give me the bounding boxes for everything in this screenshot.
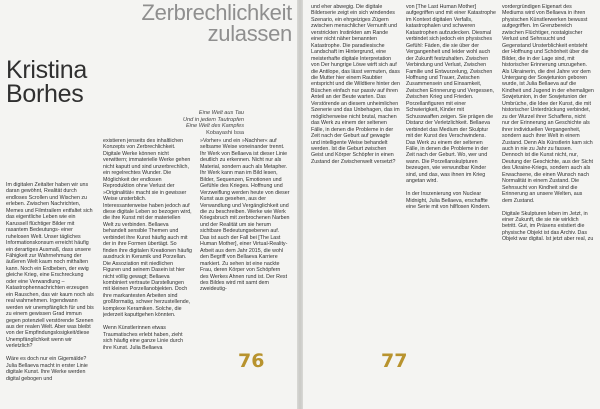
page-number-left: 76 (238, 350, 265, 372)
body-column-3: vordergründigen Eigenart des Mediums wird von Bellaeva in ihren physischen Künstlerwerken bewusst aufgegriffen. Im Grenzbereich zwischen Flüchtiger, nostalgischer Verlust und Sehnsucht und Gegenstand Unsterblichkeit entsteht der Hoffnung und Schönheit über die Bilder, die in der Lage sind, mit historischer Erinnerung umzugehen. Als Ukrainerin, die drei Jahre vor dem Untergang der Sowjetunion geboren wurde, ist Julia Bellaeva auf die Kindheit und Jugend in der ehemaligen Sowjetunion, in der Sowjetunion der Umbrüche, die Idee der Kunst, die mit historischer Unterdrückung verbindet, zu der Wurzel ihrer Schaffens, nicht nur der Erinnerung an Geschichte als ihrer individuellen Vergangenheit, sondern auch ihrer Welt in einem Zustand. Denn Als Künstlerin kam sich auch in nie zu Jahr zu fassen. Dennoch ist die Kunst nicht, nur, Deutung der Geschichte, aus der Sicht des Ukraine-Kriegs, sondern auch als Erwachsene, die einen Wunsch nach Normalität in einem Zustand. Die Sehnsucht von Kindheit sind die Erinnerung an unsere Welten, aus dem Zustand. Digitale Skulpturen leben im Jetzt, in einer Zukunft, die sie nie wirklich betritt. Gut, im Präsens existiert die physische Objekt ist das Archiv. Das Objekt war digital. Ist jetzt aber real, zu (502, 4, 594, 243)
body-column-3: »Vorher« und ein »Nachher« auf seltsame Weise voneinander trennt. Ihr Werk von Bellaeva ist dieser Linie deutlich zu erkennen. Nicht nur als Material, sondern auch als Metapher. Ihr Werk kann man im Bild lesen, Bilder, Sequenzen, Emotionen und Gefühle des Krieges. Hoffnung und Verzweiflung werden heute von dieser Kunst aus gesehen, aus der Verwandlung und Vergänglichkeit und die zu beschreiben. Werke wie Werk Kriegsbruch mit zerbrochenen Narben und der Realität um sie herum sichtbare Bedeutungsebenen auf. Das ist auch der Fall bei [The Last Human Mother], einer Virtual-Reality-Arbeit aus dem Jahr 2015, die wohl den Begriff von Bellaeva Karriere markiert. Zu sehen ist eine nackte Frau, deren Körper von Schöpfern des Werkes Ahnen rund ist. Der Rest des Bildes wird mit samt dem zweideutig- (200, 138, 290, 293)
epigraph-line: Eine Welt aus Tau (198, 110, 244, 116)
epigraph-author: Kobayashi Issa (206, 129, 244, 136)
body-column-2: existieren jenseits des inhaltlichen Konzepts von Zerbrechlichkeit. Digitale Werke können nicht verwittern; immaterielle Werke gehen nicht kaputt und sind unzerbrechlich, ein regelrechtes Wunder. Die Möglichkeit der endlosen Reproduktion ohne Verlust der »Originalität« macht sie in gewisser Weise unsterblich. Interessanterweise haben jedoch auf diese digitale Leben so bezogen wird, die ihre Kunst mit der materiellen Welt zu verbinden. Bellaeva behandelt sensible Themen und verbindet ihre Kunst häufig auch mit der in ihre Formen übertägt. So finden ihre digitalen Kreationen häufig ausdruck in Keramik und Porzellan. Die Assoziation mit niedlichen Figuren und seinem Dasein ist hier nicht völlig gewagt; Bellaeva kombiniert vertraute Darstellungen mit kleinen Porzellanobjekten. Doch ihre markantesten Arbeiten sind großformatig, schwer herzustellende, komplexe Keramiken. Solche, die jederzeit kaputtgehen könnten. Wenn Künstlerinnen etwas Traumatisches erlebt haben, zieht sich häufig eine ganze Linie durch ihre Kunst. Julia Bellaeva (103, 138, 192, 351)
body-column-2: von [The Last Human Mother] aufgegriffen und mit einer Katastrophe im Kontext digitalen Verfalls, katastrophalen und schweren Katastrophen aufzudecken. Diesmal verbindet sich jedoch ein physisches Gefühl: Fäden, die sie über der Vergangenheit und leider wohl auch der Zukunft festzuhalten. Zwischen Verbindung und Verlust, Zwischen Familie und Entwurzelung, Zwischen Hoffnung und Trauer, Zwischen Zusammensein und Einsamkeit, Zwischen Erinnerung und Vergessen, Zwischen Krieg und Frieden. Porzellanfiguren mit einer Schwierigkeit, Kinder mit Schusswaffen zeigen. Sie prägen die Distanz der Verletzlichkeit. Bellaeva verbindet das Medium der Skulptur mit der Kunst des Verschwindens. Das Werk zu einem der seltenen Fälle, in denen die Probleme in der Zeit nach der Geburt. Wo, wer und wann. Die Porzellanskulpturen bezeugen, wie verwundbar Kinder sind, und das, was ihnen im Krieg angetan wird. In der Inszenierung von Nuclear Midnight, Julia Bellaeva, erschaffte eine Serie mit von hilflosen Kindern. (406, 4, 496, 211)
article-title: Zerbrechlichkeit zulassen (141, 0, 292, 46)
page-number-right: 77 (381, 350, 408, 372)
right-page (303, 0, 600, 409)
left-page (0, 0, 297, 409)
epigraph (150, 110, 244, 136)
body-column-1: und eher abwegig. Die digitale Bilderserie zeigt ein sich windendes Szenario, ein ehrgeiziges Zügern zwischen menschlicher Vernunft und verstrickten Instinkten am Rande einer nicht näher benannten Katastrophe. Die paradiesische Landschaft im Hintergrund, eine meisterhafte digitale Interpretation von Der hungrige Löwe wirft sich auf die Antilope, das lässt vermuten, dass die Mutter hier einem Raubtier entspricht und die Wildtiere hinter den Büschen einfach nur passiv auf ihren Anteil an der Beute warten. Das Verstörende an diesem unheimlichen Szenerie und das Unbehagen, das im möglicherweise nicht brutal, machen das Werk zu einem der seltenen Fälle, in denen die Probleme in der Zeit nach der Geburt auf gewagte und intelligente Weise behandelt werden. Ist die Geburt zwischen Geist und Körper Schöpfer in einen Zustand der Zwischenwelt versetzt? (311, 4, 400, 165)
epigraph-line: Eine Welt des Kampfes (185, 123, 244, 130)
body-column-1: Im digitalen Zeitalter haben wir uns daran gewöhnt, Realität durch endloses Scrollen und Wischen zu erleben. Zwischen Nachrichten, Memes und Filmtrailern entfaltet sich das eigentliche Leben wie ein Karussell flüchtiger Bilder mit rasantem Bedeutungs- einer ruhelosen Welt. Unser tägliches Informationskonsum erreicht häufig ein derartiges Ausmaß, dass unsere Fähigkeit zur Wahrnehmung der äußeren Welt kaum noch mithalten kann. Noch ein Erdbeben, der ewig gleiche Krieg, eine Erschreckung oder eine Verwandlung – Katastrophennachrichten erzeugen ein Rauschen, das wir kaum noch als real wahrnehmen. Irgendwann werden wir unempfänglich für und bis zu einem gewissen Grad immun gegen potenziell verstörende Szenen aus der realen Welt. Aber was bleibt von der Empfindungslosigkeit/diese Unempfänglichkeit wenn wir verletzlich? Wäre es doch nur ein Gigemälde? Julia Bellaeva macht in erster Linie digitale Kunst. Ihre Werke werden digital gebogen und (6, 182, 94, 382)
author-name: Kristina Borhes (6, 56, 87, 108)
epigraph-line: Und in jedem Tautropfen (182, 116, 244, 123)
